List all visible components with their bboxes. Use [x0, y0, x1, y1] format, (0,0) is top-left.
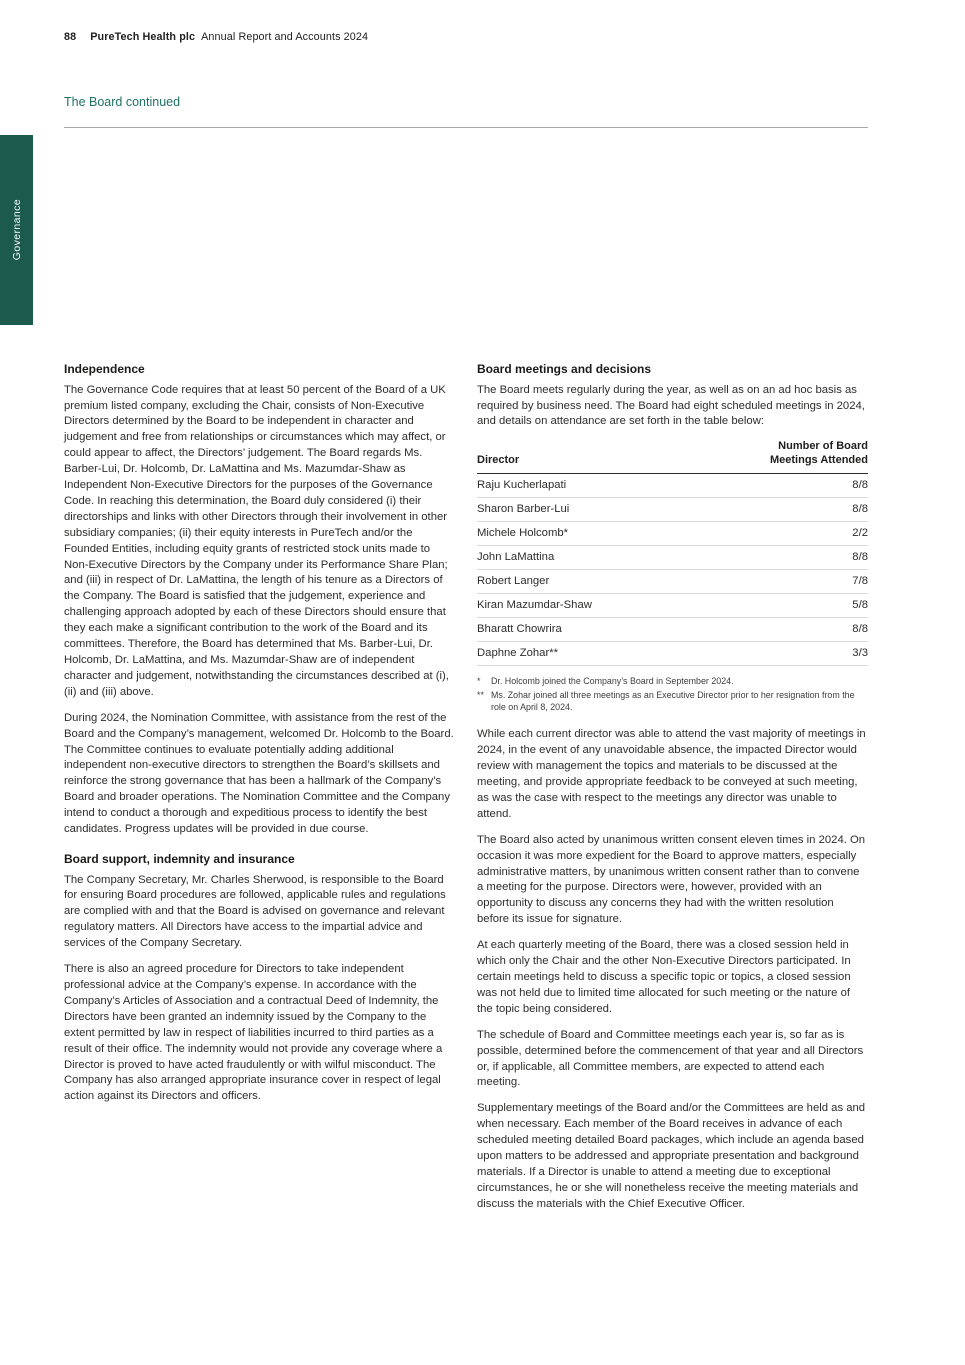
footnote-marker: ** — [477, 690, 484, 701]
table-row — [477, 642, 868, 666]
director-name: John LaMattina — [477, 546, 748, 570]
table-row — [477, 522, 868, 546]
footnote-1 — [477, 675, 868, 687]
board-support-paragraph-2: There is also an agreed procedure for Directors to take independent professional advice at the Company’s expense. In accordance with the Company’s Articles of Association and a contractual Deed of Indemnity, the Directors have been granted an indemnity issued by the Company to the extent permitted by law in respect of liabilities incurred to third parties as a result of their office. The indemnity would not provide any coverage where a Director is proved to have acted fraudulently or with wilful misconduct. The Company has also arranged appropriate insurance cover in respect of legal action against its Directors and officers. — [64, 963, 443, 1103]
company-name: PureTech Health plc — [90, 31, 196, 43]
board-support-heading: Board support, indemnity and insurance — [64, 851, 295, 866]
table-footnotes — [477, 675, 868, 713]
report-title: Annual Report and Accounts 2024 — [201, 31, 369, 43]
independence-paragraph-2: During 2024, the Nomination Committee, with assistance from the rest of the Board and the Company’s management, welcomed Dr. Holcomb to the Board. The Committee continues to evaluate potentially adding additional independent non-executive directors to strengthen the Board’s skillsets and reinforce the strong governance that has been a hallmark of the Company’s Board and broader operations. The Nomination Committee and the Company intend to conduct a thorough and expeditious process to identify the best candidates. Progress updates will be provided in due course. — [64, 711, 454, 836]
governance-tab-label: Governance — [10, 199, 23, 261]
board-support-paragraph-1: The Company Secretary, Mr. Charles Sherwood, is responsible to the Board for ensuring Board procedures are followed, applicable rules and regulations are complied with and that the Board is advised on governance and relevant regulatory matters. All Directors have access to the impartial advice and services of the Company Secretary. — [64, 873, 446, 950]
board-meetings-paragraph-4: The schedule of Board and Committee meetings each year is, so far as is possible, determined before the commencement of that year and all Directors or, if applicable, all Committee members, are expected to attend each meeting. — [477, 1028, 864, 1089]
independence-paragraph-1: The Governance Code requires that at least 50 percent of the Board of a UK premium listed company, excluding the Chair, consists of Non-Executive Directors determined by the Board to be independent in character and judgement and free from relationships or circumstances which may affect, or could appear to affect, the Directors’ judgement. The Board regards Ms. Barber-Lui, Dr. Holcomb, Dr. LaMattina and Ms. Mazumdar-Shaw as Independent Non-Executive Directors for the purposes of the Governance Code. In reaching this determination, the Board duly considered (i) their directorships and links with other Directors through their involvement in other subsidiary companies; (ii) their equity interests in PureTech and/or the Founded Entities, including equity grants of restricted stock units made to Non-Executive Directors by the Company under its Performance Share Plan; and (iii) in respect of Dr. LaMattina, the length of his tenure as a Directors of the Company. The Board is satisfied that the judgement, experience and challenging approach adopted by each of these Directors should ensure that they each make a significant contribution to the work of the Board and its committees. Therefore, the Board has determined that Ms. Barber-Lui, Dr. Holcomb, Dr. LaMattina, and Ms. Mazumdar-Shaw are of independent character and judgement, notwithstanding the circumstances described at (i), (ii) and (iii) above. — [64, 383, 449, 698]
column-header-attendance: Number of Board Meetings Attended — [748, 440, 868, 474]
attendance-table — [477, 440, 868, 666]
footnote-2 — [477, 689, 868, 713]
table-row — [477, 594, 868, 618]
director-name: Sharon Barber-Lui — [477, 498, 748, 522]
board-meetings-paragraph-1: While each current director was able to attend the vast majority of meetings in 2024, in the event of any unavoidable absence, the impacted Director would review with management the topics and materials to be discussed at the meeting, and provide appropriate feedback to be conveyed at such meeting, as was the case with respect to the meetings any director was unable to attend. — [477, 728, 866, 820]
governance-section-tab — [0, 135, 33, 325]
table-row — [477, 618, 868, 642]
header-divider — [64, 127, 868, 128]
footnote-marker: * — [477, 676, 481, 687]
meetings-attended: 7/8 — [748, 570, 868, 594]
meetings-attended: 3/3 — [748, 642, 868, 666]
table-row — [477, 498, 868, 522]
meetings-attended: 8/8 — [748, 498, 868, 522]
table-row — [477, 546, 868, 570]
meetings-attended: 2/2 — [748, 522, 868, 546]
director-name: Robert Langer — [477, 570, 748, 594]
section-label: The Board continued — [64, 95, 181, 109]
board-meetings-paragraph-3: At each quarterly meeting of the Board, there was a closed session held in which only the Chair and the other Non-Executive Directors participated. In certain meetings held to discuss a specific topic or topics, a closed session was not held due to limited time allocated for such meeting or the nature of the topic being considered. — [477, 939, 851, 1015]
footnote-text: Ms. Zohar joined all three meetings as an Executive Director prior to her resignation from the role on April 8, 2024. — [491, 690, 855, 713]
meetings-attended: 8/8 — [748, 546, 868, 570]
table-row — [477, 570, 868, 594]
director-name: Raju Kucherlapati — [477, 474, 748, 498]
page-header — [64, 31, 368, 43]
board-meetings-paragraph-5: Supplementary meetings of the Board and/or the Committees are held as and when necessary. Each member of the Board receives in advance of each scheduled meeting detailed Board packages, which include an agenda based upon matters to be addressed and appropriate presentation and background materials. If a Director is unable to attend a meeting due to exceptional circumstances, he or she will nonetheless receive the meeting materials and discuss the materials with the Chief Executive Officer. — [477, 1102, 866, 1210]
meetings-attended: 8/8 — [748, 474, 868, 498]
table-row — [477, 474, 868, 498]
director-name: Daphne Zohar** — [477, 642, 748, 666]
board-meetings-intro: The Board meets regularly during the year, as well as on an ad hoc basis as required by business need. The Board had eight scheduled meetings in 2024, and details on attendance are set forth in the table below: — [477, 383, 865, 428]
director-name: Michele Holcomb* — [477, 522, 748, 546]
page-number: 88 — [64, 31, 77, 43]
board-meetings-paragraph-2: The Board also acted by unanimous written consent eleven times in 2024. On occasion it was more expedient for the Board to approve matters, especially administrative matters, by unanimous written consent rather than to convene a meeting for the purpose. Directors were, however, provided with an opportunity to discuss any concerns they had with the written resolution before its issue for signature. — [477, 833, 866, 926]
footnote-text: Dr. Holcomb joined the Company’s Board in September 2024. — [491, 676, 734, 687]
meetings-attended: 8/8 — [748, 618, 868, 642]
column-header-director: Director — [477, 440, 748, 474]
meetings-attended: 5/8 — [748, 594, 868, 618]
page-content — [64, 362, 868, 1223]
board-meetings-heading: Board meetings and decisions — [477, 362, 652, 376]
independence-heading: Independence — [64, 362, 145, 376]
left-column — [64, 362, 455, 1223]
director-name: Bharatt Chowrira — [477, 618, 748, 642]
table-header-row — [477, 440, 868, 474]
director-name: Kiran Mazumdar-Shaw — [477, 594, 748, 618]
right-column — [477, 362, 868, 1223]
